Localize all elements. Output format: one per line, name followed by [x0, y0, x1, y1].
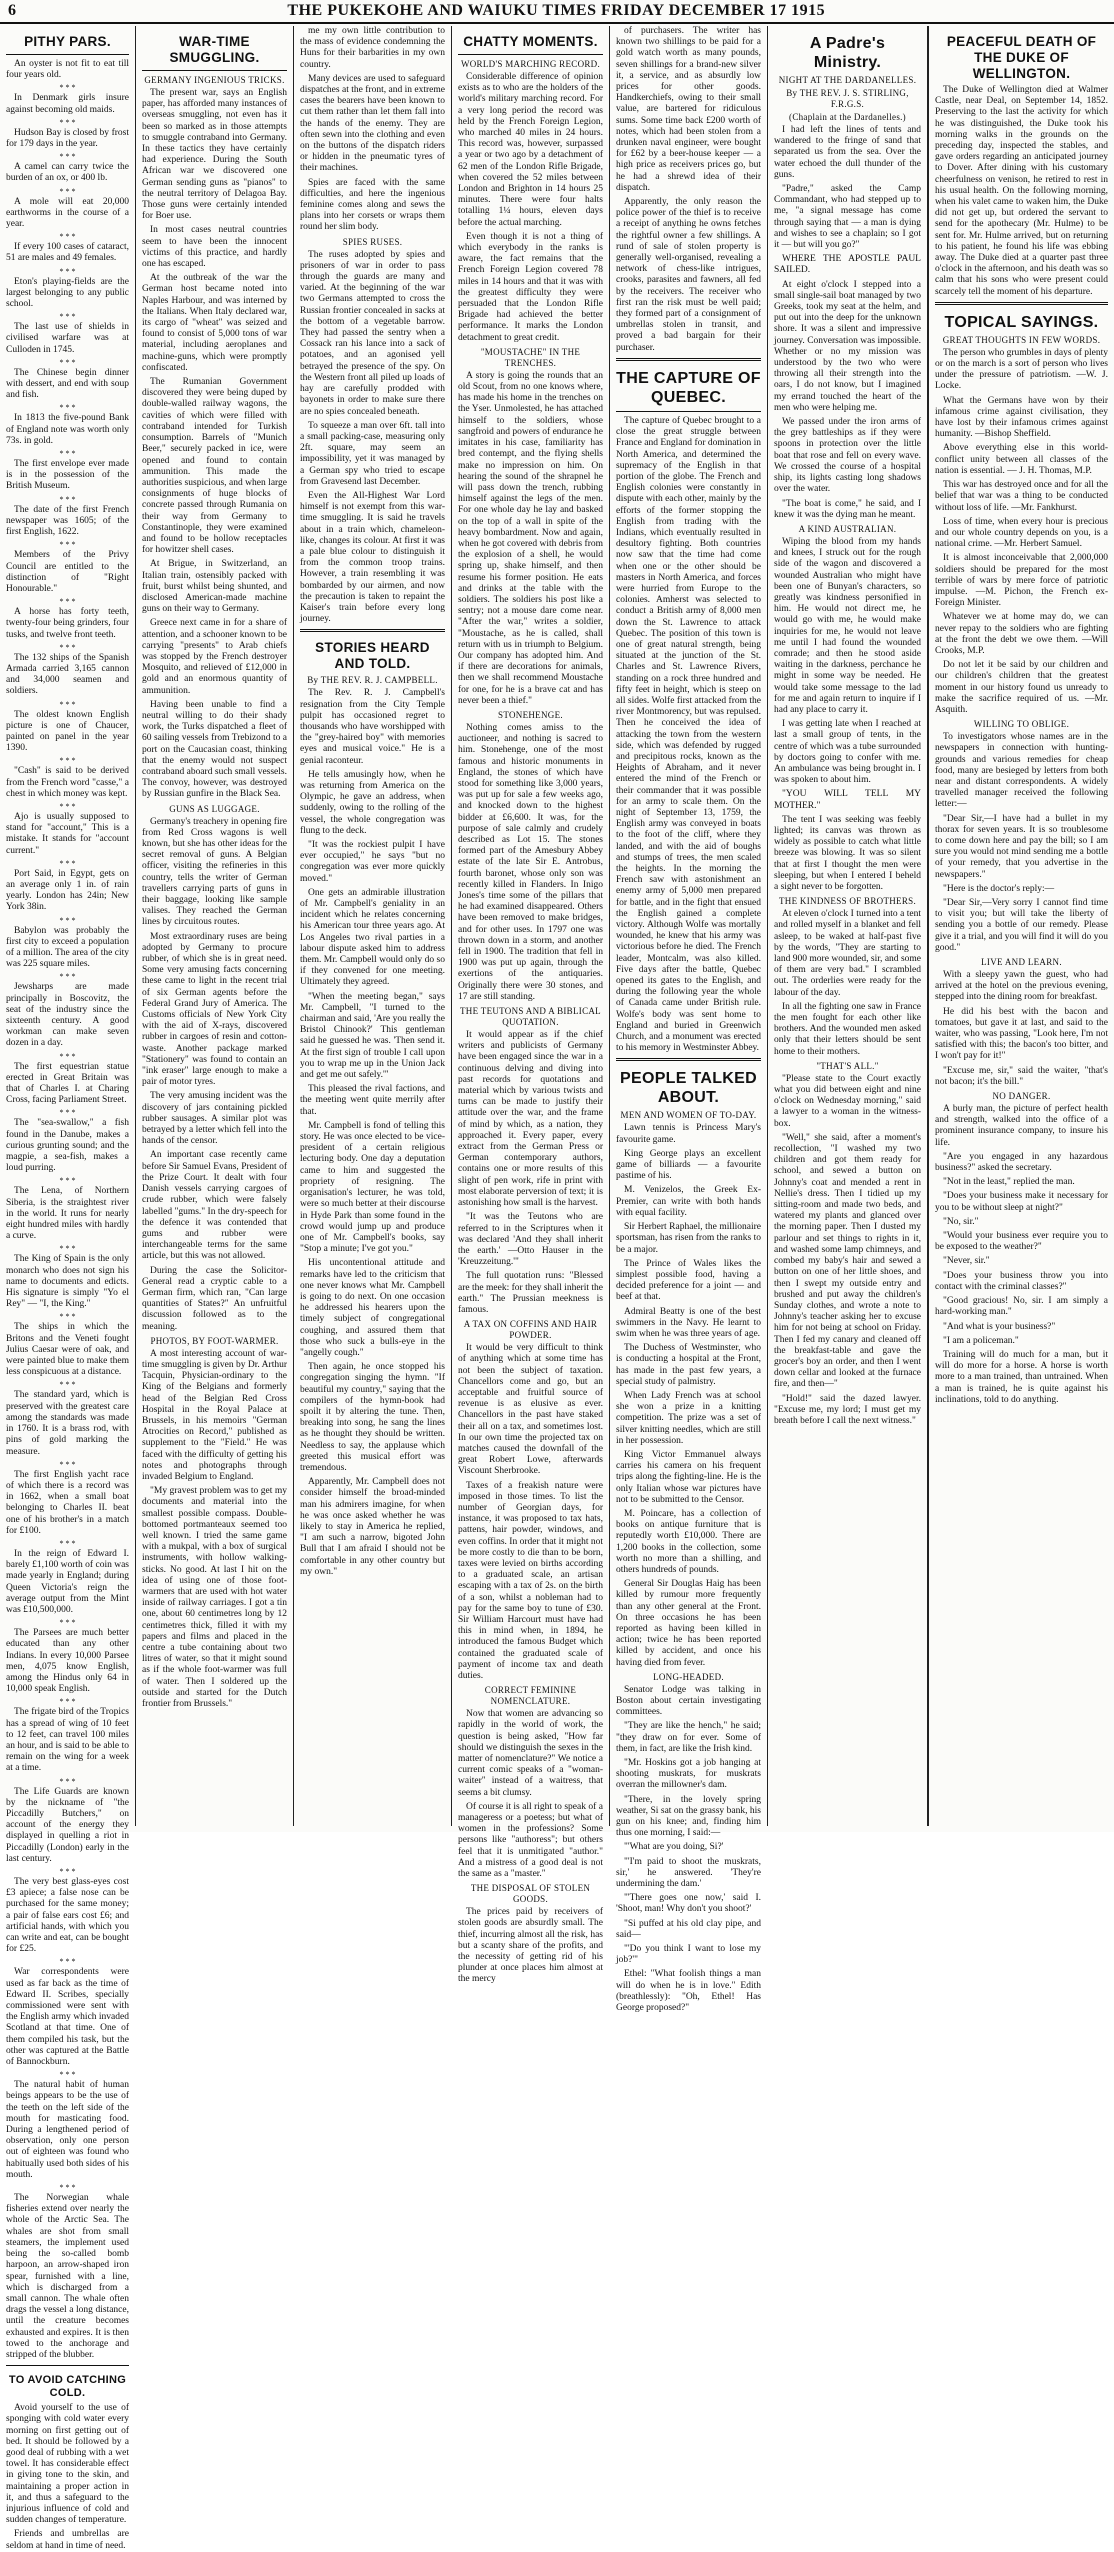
paragraph: Apparently, the only reason the police power of the thief is to receive a receipt of anything he owns fetches the rightful owner a few shillings. A rund of sale of stolen property is generally well-organised, revealing a network of chess-like intrigues, crooks, parasites and fawners, all fed by the receivers. The receiver who first ran the risk must be well paid; they formed part of a consignment of umbrellas stolen in transit, and proved a bad bargain for their purchaser.: [616, 197, 761, 353]
paragraph: Of course it is all right to speak of a manageress or a poetess; but what of women in the professions? Some persons like "authoress"; but others feel that it is unmitigated "author." And a mistress of a good deal is not the same as a "master.": [458, 1801, 603, 1880]
paragraph: "It was the Teutons who are referred to in the Scriptures when it was declared 'And they shall inherit the earth.' —Otto Hauser in the 'Kreuzzeitung.'": [458, 1212, 603, 1268]
separator-stars: * * *: [59, 494, 76, 504]
paragraph: The person who grumbles in days of plenty or on the march is a sort of person who lives under the pressure of patriotism. —W. J. Locke.: [935, 347, 1108, 392]
paragraph: War correspondents were used as far back as the time of Edward II. Scribes, specially commissioned were sent with the English army which invaded Scotland at that time. One of them compiled his task, but the other was captured at the Battle of Bannockburn.: [6, 1967, 129, 2068]
paragraph: "And what is your business?": [943, 1321, 1056, 1332]
subhead-stonehenge: STONEHENGE.: [498, 709, 563, 720]
paragraph: Many devices are used to safeguard dispatches at the front, and in extreme cases the bearers have been known to cut them rather than let them fall into the hands of the enemy. They are often sewn into the clothing and even on the buttons of the dispatch riders or hidden in the pneumatic tyres of their machines.: [300, 73, 445, 174]
separator-stars: * * *: [59, 858, 76, 868]
subhead-spies-ruses: SPIES RUSES.: [342, 236, 403, 247]
coffins-tax-text: [458, 1343, 603, 1682]
paragraph: Ajo is usually supposed to stand for "account," This is a mistake. It stands for "account current.": [6, 811, 129, 856]
headline-avoid-cold: TO AVOID CATCHING COLD.: [8, 2374, 127, 2400]
byline-stirling: By THE REV. J. S. STIRLING, F.R.G.S.: [786, 88, 909, 109]
paragraph: "Dear Sir,—I have had a bullet in my thorax for seven years. It is so troublesome to come down here and pay the bill; so I am sure you would not mind sending me a bottle of your remedy, that you advertise in the newspapers.": [935, 813, 1108, 880]
paragraph: Lawn tennis is Princess Mary's favourite game.: [616, 1123, 761, 1145]
separator-stars: * * *: [59, 801, 76, 811]
column-3: [294, 26, 452, 1826]
subhead-no-danger: NO DANGER.: [992, 1091, 1051, 1102]
separator-stars: * * *: [59, 1312, 76, 1322]
paragraph: The capture of Quebec brought to a close the great struggle between France and England for domination in North America, and determined the supremacy of the English in that portion of the globe. The French and English colonies were constantly in dispute with each other, mainly by the efforts of the former stopping the English from trading with the Indians, which eventually resulted in desultory fighting. Both countries now saw that the time had come when one or the other should be masters in North America, and forces were hurried from Europe to the colonies. Amherst was selected to conduct a British army of 8,000 men down the St. Lawrence to attack Quebec. The position of this town is one of great natural strength, being situated at the junction of the St. Charles and St. Lawrence Rivers, standing on a rock three hundred and fifty feet in height, which is steep on all sides. Wolfe first attacked from the river Montmorency, but was repulsed. Then he conceived the idea of attacking the town from the western side, which was defended by rugged and precipitous rocks, known as the Heights of Abraham, and it never entered the mind of the French or their commander that it was possible for an army to scale them. On the night of September 13, 1759, the English army was conveyed in boats to the foot of the cliff, where they landed, and with the aid of boughs and stumps of trees, the men scaled the heights. In the morning the French saw with astonishment an enemy army of 5,000 men prepared for battle, and in the fight that ensued the English gained a complete victory. Although Wolfe was mortally wounded, he knew that his army was victorious before he died. The French leader, Montcalm, was also killed. Five days after the battle, Quebec opened its gates to the English, and during the following year the whole of Canada came under British rule. Wolfe's body was sent home to England and buried in Greenwich Church, and a monument was erected to his memory in Westminster Abbey.: [616, 415, 761, 1054]
stolen-goods-continued: [616, 26, 761, 354]
paragraph: The Rumanian Government discovered they were being duped by double-walled railway wagons, the cavities of which were filled with contraband intended for Turkish consumption. Barrels of "Munich Beer," securely packed in ice, were opened and found to contain ammunition. This made the authorities suspicious, and when large consignments of huge blocks of concrete passed through Rumania on their way from Germany to Constantinople, they were examined and found to be hollow receptacles for howitzer shell cases.: [142, 377, 287, 556]
separator-stars: * * *: [59, 449, 76, 459]
long-headed-text: [616, 1685, 761, 1967]
paragraph: A horse has forty teeth, twenty-four being grinders, four tusks, and twelve front teeth.: [6, 607, 129, 640]
ethel-joke: Ethel: "What foolish things a man will do when he is in love." Edith (breathlessly): "Oh, Ethel! Has George proposed?": [616, 1969, 761, 2014]
paragraph: Even though it is not a thing of which everybody in the ranks is aware, the fact remains that the French Foreign Legion covered 78 miles in 14 hours and that it was with the greatest difficulty they were persuaded that the London Rifle Brigade had achieved the better performance. It marks the London detachment to great credit.: [458, 231, 603, 343]
paragraph: "The boat is come," he said, and I knew it was the dying man he meant.: [774, 498, 921, 520]
paragraph: "Are you engaged in any hazardous business?" asked the secretary.: [935, 1151, 1108, 1174]
paragraph: Greece next came in for a share of attention, and a schooner known to be carrying "presents" to Arab chiefs was stopped by the French destroyer Mosquito, and relieved of £12,000 in gold and an enormous quantity of ammunition.: [142, 618, 287, 696]
paragraph: I was getting late when I reached at last a small group of tents, in the centre of which was a tube surrounded by doctors going to confer with me. An ambulance was being brought in. I was spoken to about him.: [774, 719, 921, 786]
separator-stars: * * *: [59, 117, 76, 127]
paragraph: "Hold!" said the dazed lawyer. "Excuse me, my lord; I must get my breath before I call the next witness.": [774, 1393, 921, 1426]
brothers-text: [774, 909, 921, 1058]
separator-stars: * * *: [59, 1867, 76, 1876]
headline-stories-heard: STORIES HEARD AND TOLD.: [315, 640, 430, 672]
paragraph: During the case the Solicitor-General read a cryptic cable to a German firm, which ran, "Can large quantities of States?" An unfruitful discussion followed as to the meaning.: [142, 1265, 287, 1332]
paragraph: The 132 ships of the Spanish Armada carried 3,165 cannon and 34,000 seamen and soldiers.: [6, 652, 129, 697]
paragraph: In Denmark girls insure against becoming old maids.: [6, 93, 129, 115]
paragraph: Most extraordinary ruses are being adopted by Germany to procure rubber, of which she is in great need. Some very amusing facts concerning these came to light in the recent trial of six German agents before the Federal Grand Jury of America. The Customs officials of New York City with the aid of X-rays, discovered rubber in cargoes of resin and cotton-waste. Another package marked "Stationery" was found to contain an "ink eraser" large enough to make a pair of motor tyres.: [142, 931, 287, 1088]
paragraph: Sir Herbert Raphael, the millionaire sportsman, has risen from the ranks to be a major.: [616, 1222, 761, 1255]
stolen-goods-text: [458, 1907, 603, 1985]
smuggling-text: [142, 88, 287, 801]
marching-text: [458, 72, 603, 344]
subhead-men-women: MEN AND WOMEN OF TO-DAY.: [620, 1110, 757, 1121]
paragraph: Senator Lodge was talking in Boston about certain investigating committees.: [616, 1684, 761, 1718]
headline-wellington: PEACEFUL DEATH OF THE DUKE OF WELLINGTON.: [946, 34, 1097, 81]
column-1: [0, 26, 136, 2551]
paragraph: The Chinese begin dinner with dessert, and end with soup and fish.: [6, 367, 129, 401]
paragraph: "Never, sir.": [943, 1256, 990, 1267]
paragraph: General Sir Douglas Haig has been killed by rumour more frequently than any other general at the Front. On three occasions he has been reported as having been killed in action; twice he has been reported killed by accident, and once his having died from fever.: [616, 1579, 761, 1668]
headline-topical-sayings: TOPICAL SAYINGS.: [944, 313, 1099, 331]
byline-chaplain: (Chaplain at the Dardanelles.): [789, 112, 906, 122]
subhead-long-headed: LONG-HEADED.: [653, 1671, 724, 1682]
paragraph: M. Poincare, has a collection of books on antique furniture that is reputedly worth £10,000. There are 1,200 books in the collection, some worth no more than a shilling, and others hundreds of pounds.: [616, 1508, 761, 1575]
paragraph: The Life Guards are known by the nickname of "the Piccadilly Butchers," on account of the energy they displayed in quelling a riot in Piccadilly (London) early in the last century.: [6, 1786, 129, 1864]
paragraph: The very amusing incident was the discovery of jars containing pickled rubber sausages. A similar plot was betrayed by a letter which fell into the hands of the censor.: [142, 1091, 287, 1147]
column-6: [768, 26, 928, 1826]
avoid-cold-text: [6, 2403, 129, 2552]
separator-stars: * * *: [59, 972, 76, 982]
paragraph: One gets an admirable illustration of Mr. Campbell's geniality in an incident which he relates concerning his American tour three years ago. At Los Angeles two rival parties in a labour dispute asked him to address them. Mr. Campbell would only do so if they convened for one meeting. Ultimately they agreed.: [300, 887, 445, 988]
paragraph: "Mr. Hoskins got a job hanging at shooting muskrats, for muskrats overran the millowner's dam.: [616, 1758, 761, 1791]
pithy-pars-list: [6, 59, 129, 2361]
paragraph: The Duchess of Westminster, who is conducting a hospital at the Front, has made in the past few years, a special study of palmistry.: [616, 1343, 761, 1387]
paragraph: "They are like the hench," he said; "they draw on for ever. Some of them, in fact, are like the Irish kind.: [616, 1721, 761, 1754]
subhead-willing-oblige: WILLING TO OBLIGE.: [973, 719, 1070, 730]
paragraph: The full quotation runs: "Blessed are the meek: for they shall inherit the earth." The Prussian meekness is famous.: [458, 1271, 603, 1315]
paragraph: Considerable difference of opinion exists as to who are the holders of the world's military marching record. For a very long period the record was held by the French Foreign Legion, who marched 40 miles in 24 hours. This record was, however, surpassed a year or two ago by a detachment of 62 men of the London Rifle Brigade, when covered the 52 miles between London and Brighton in 14 hours 25 minutes. There were four halts totalling 1¼ hours, eleven days before the actual marching.: [458, 72, 603, 228]
paragraph: The present war, says an English paper, has afforded many instances of overseas smuggling, not even has it been so marked as in those attempts to smuggle contraband into Germany. In these tactics they have certainly had experience. During the South African war we discovered one German sending guns as "pianos" to the neutral territory of Delagoa Bay. Those guns were certainly intended for Boer use.: [142, 88, 287, 222]
paragraph: "Padre," asked the Camp Commandant, who had stepped up to me, "a signal message has come through saying that — a man is dying and wishes to see a chaplain; so I got it — but will you go?": [774, 184, 921, 251]
paragraph: "Does your business throw you into contact with the criminal classes?": [935, 1270, 1108, 1292]
paragraph: The oldest known English picture is one of Chaucer, painted on panel in the year 1390.: [6, 709, 129, 754]
subhead-nomenclature: CORRECT FEMININE NOMENCLATURE.: [484, 1685, 577, 1707]
separator-stars: * * *: [59, 1051, 76, 1061]
foot-warmer-text: [142, 1349, 287, 1711]
paragraph: I had left the lines of tents and wandered to the fringe of sand that separated us from the sea. Over the water echoed the dull thunder of the guns.: [774, 125, 921, 180]
paragraph: Then again, he once stopped his congregation singing the hymn. "If beautiful my country," saying that the compilers of the hymn-book had spoilt it by altering the tune. Then, breaking into song, he sang the lines as he thought they should be written. Needless to say, the applause which greeted this musical effort was tremendous.: [300, 1362, 445, 1473]
padre-text: [774, 125, 921, 521]
paragraph: The prices paid by receivers of stolen goods are absurdly small. The thief, incurring almost all the risk, has but a scanty share of the profits, and the necessity of getting rid of his plunder at once places him almost at the mercy: [458, 1907, 603, 1985]
moustache-text: [458, 371, 603, 707]
paragraph: To investigators whose names are in the newspapers in connection with hunting-grounds and various remedies for cheap food, many are besieged by letters from both near and distant correspondents. A widely travelled manager received the following letter:—: [935, 732, 1108, 810]
separator-stars: * * *: [59, 312, 76, 322]
paragraph: A camel can carry twice the burden of an ox, or 400 lb.: [6, 162, 129, 184]
headline-capture-quebec: THE CAPTURE OF QUEBEC.: [616, 369, 761, 406]
subhead-guns-luggage: GUNS AS LUGGAGE.: [169, 803, 260, 814]
paragraph: Even the All-Highest War Lord himself is not exempt from this war-time smuggling. It is said he travels about in a train which, chameleon-like, changes its colour. At first it was a pale blue colour to distinguish it from the common troop trains. However, a train resembling it was bombarded by our airmen, and now the precaution is taken to repaint the Kaiser's train before every long journey.: [300, 490, 445, 625]
subhead-thats-all: "THAT'S ALL.": [816, 1060, 879, 1071]
separator-stars: * * *: [59, 403, 76, 413]
paragraph: Nothing comes amiss to the auctioneer, and nothing is sacred to him. Stonehenge, one of the most famous and historic monuments in England, the stones of which have stood for something like 3,000 years, was put up for sale a few weeks ago, and knocked down to the highest bidder at £6,600. It was, for the purpose of sale calmly and crudely described as Lot 15. The stones formed part of the Amesbury Abbey estate of the late Sir E. Antrobus, fourth baronet, whose only son was recently killed in Flanders. In Inigo Jones's time some of the pillars that he had examined disappeared. Others have been removed to make bridges, and for other uses. In 1797 one was thrown down in a storm, and another fell in 1900. The tradition that fell in 1900 was put up again, through the exertions of the antiquaries. Originally there were 30 stones, and 17 are still standing.: [458, 722, 603, 1002]
paragraph: King Victor Emmanuel always carries his camera on his frequent trips along the fighting-line. He is the only Italian whose war pictures have not to be submitted to the Censor.: [616, 1449, 761, 1505]
paragraph: M. Venizelos, the Greek Ex-Premier, can write with both hands with equal facility.: [616, 1185, 761, 1218]
quebec-text: [616, 416, 761, 1055]
paragraph: The natural habit of human beings appears to be the use of the teeth on the left side of the mouth for masticating food. During a lengthened period of observation, only one person out of eighteen was found who habitually used both sides of his mouth.: [6, 2080, 129, 2180]
paragraph: At eight o'clock I stepped into a small single-sail boat managed by two Greeks, took my seat at the helm, and put out into the deep for the unknown shore. It was a silent and impressive journey. Conversation was impossible. Whether or no my mission was understood by the two who were throwing all their strength into the oars, I do not know, but I imagined my errand touched the heart of the men who were helping me.: [774, 279, 921, 413]
people-text: [616, 1123, 761, 1668]
headline-people-talked: PEOPLE TALKED ABOUT.: [620, 1070, 757, 1107]
paragraph: Taxes of a freakish nature were imposed in those times. To list the number of Georgian days, for instance, it was proposed to tax hats, pattens, hair powder, windows, and even coffins. In order that it might not be more costly to die than to be born, taxes were levied on births according to a graduated scale, an artisan escaping with a tax of 2s. on the birth of a son, whilst a nobleman had to pay for the same boy to tune of £30. Sir William Harcourt must have had this in mind when, in 1894, he introduced the famous Budget which contained the graduated scale of payment of income tax and death duties.: [458, 1480, 603, 1682]
australian-text: [774, 537, 921, 893]
stonehenge-text: [458, 723, 603, 1003]
paragraph: "Si puffed at his old clay pipe, and said—: [616, 1918, 761, 1940]
column-5: [610, 26, 768, 2014]
live-learn-text: [935, 970, 1108, 1088]
separator-stars: * * *: [59, 1618, 76, 1628]
paragraph: "Would your business ever require you to be exposed to the weather?": [935, 1231, 1108, 1253]
paragraph: The King of Spain is the only monarch who does not sign his name to documents and edicts. His signature is simply "Yo el Rey" — "I, the King.": [6, 1254, 129, 1310]
paragraph: Avoid yourself to the use of sponging with cold water every morning on first getting out of bed. It should be followed by a good deal of rubbing with a wet towel. It has considerable effect in giving tone to the skin, and maintaining a proper action in it, and thus a safeguard to the injurious influence of cold and sudden changes of temperature.: [6, 2403, 129, 2526]
separator-stars: * * *: [59, 357, 76, 367]
subhead-live-learn: LIVE AND LEARN.: [981, 957, 1062, 968]
separator-stars: * * *: [59, 699, 76, 709]
paragraph: The ships in which the Britons and the Veneti fought Julius Caesar were of oak, and were painted blue to make them less conspicuous at a distance.: [6, 1322, 129, 1378]
paragraph: His uncontentional attitude and remarks have led to the criticism that one never knows what Mr. Campbell is going to do next. On one occasion he addressed his hearers upon the timely subject of congregational coughing, and assured them that those who suck a bulls-eye in the "angelly cough.": [300, 1258, 445, 1358]
paragraph: The "sea-swallow," a fish found in the Danube, makes a curious grunting sound; and the magpie, a sea-fish, makes a loud purring.: [6, 1118, 129, 1174]
paragraph: Members of the Privy Council are entitled to the distinction of "Right Honourable.": [6, 550, 129, 594]
paragraph: "Dear Sir,—Very sorry I cannot find time to visit you; but will take the liberty of sending you a bottle of our remedy. Please give it a trial, and you will find it will do you good.": [935, 898, 1108, 953]
separator-stars: * * *: [59, 1459, 76, 1469]
paragraph: The Duke of Wellington died at Walmer Castle, near Deal, on September 14, 1852. Preserving to the last the activity for which he was distinguished, the Duke took his morning walks in the grounds on the preceding day, inspected the stables, and gave orders regarding an anticipated journey to Dover. After dining with his customary cheerfulness on venison, he retired to rest in his usual health. On the following morning, when his valet came to waken him, the Duke did not get up, but ordered the servant to send for the apothecary (Mr. Hulme) to be sent for. Mr. Hulme arrived, but on returning to his patient, he found his life was ebbing away. The Duke died at a quarter past three o'clock in the afternoon, and his death was so calm that his sons who were present could scarcely tell the moment of his departure.: [935, 85, 1108, 297]
paragraph: Spies are faced with the same difficulties, and here the ingenious feminine comes along and sews the plans into her corsets or wraps them round her slim body.: [300, 177, 445, 233]
paragraph: Eton's playing-fields are the largest belonging to any public school.: [6, 276, 129, 310]
subhead-kind-australian: A KIND AUSTRALIAN.: [798, 523, 897, 534]
separator-stars: * * *: [59, 1776, 76, 1786]
paragraph: The tent I was seeking was feebly lighted; its canvas was thrown as widely as possible to catch what little breeze was blowing. It was so silent that at first I thought the men were sleeping, but when I entered I beheld a sight never to be forgotten.: [774, 814, 921, 892]
paragraph: Above everything else in this world-conflict unity between all classes of the nation is essential. — J. H. Thomas, M.P.: [935, 443, 1108, 476]
paragraph: "YOU WILL TELL MY MOTHER.": [774, 789, 921, 811]
paragraph: In 1813 the five-pound Bank of England note was worth only 73s. in gold.: [6, 413, 129, 446]
paragraph: When Lady French was at school she won a prize in a knitting competition. The prize was a set of silver knitting needles, which are still in her possession.: [616, 1390, 761, 1446]
paragraph: Training will do much for a man, but it will do more for a horse. A horse is worth more to a man trained, than untrained. When a man is trained, he is quite against his inclinations, told to do anything.: [935, 1349, 1108, 1405]
paragraph: Loss of time, when every hour is precious and our whole country depends on you, is a national crime. —Mr. Herbert Samuel.: [935, 516, 1108, 550]
paragraph: It is almost inconceivable that 2,000,000 soldiers should be prepared for the most terrible of wars by mere force of patriotic impulse. —M. Pichon, the French ex-Foreign Minister.: [935, 553, 1108, 609]
headline-pithy-pars: PITHY PARS.: [24, 34, 111, 49]
paragraph: "Please state to the Court exactly what you did between eight and nine o'clock on Wednesday morning," said a lawyer to a woman in the witness-box.: [774, 1073, 921, 1129]
separator-stars: * * *: [59, 642, 76, 652]
paragraph: "Good gracious! No, sir. I am simply a hard-working man.": [935, 1296, 1108, 1318]
paragraph: Do not let it be said by our children and our children's children that the greatest moment in our history found us unready to make the sacrifice required of us. —Mr. Asquith.: [935, 660, 1108, 715]
paragraph: At the outbreak of the war the German host became noted into Naples Harbour, and was interned by the Italians. When Italy declared war, its cargo of "wheat" was seized and found to consist of 5,000 tons of war material, including aeroplanes and machine-guns, which were promptly confiscated.: [142, 273, 287, 373]
separator-stars: * * *: [59, 1697, 76, 1707]
subhead-stolen-goods: THE DISPOSAL OF STOLEN GOODS.: [470, 1883, 591, 1905]
paragraph: King George plays an excellent game of billiards — a favourite pastime of his.: [616, 1148, 761, 1182]
paragraph: With a sleepy yawn the guest, who had arrived at the hotel on the previous evening, stepped into the dining room for breakfast.: [935, 970, 1108, 1003]
paragraph: The last use of shields in civilised warfare was at Culloden in 1745.: [6, 322, 129, 355]
paragraph: The Prince of Wales likes the simplest possible food, having a decided preference for a joint — and beef at that.: [616, 1258, 761, 1303]
separator-stars: * * *: [59, 1108, 76, 1118]
thats-all-text: [774, 1074, 921, 1427]
continued-text: [300, 26, 445, 234]
separator-stars: * * *: [59, 232, 76, 242]
paragraph: What the Germans have won by their infamous crime against civilisation, they have lost by their infamous crimes against humanity. —Bishop Sheffield.: [935, 395, 1108, 440]
separator-stars: * * *: [59, 597, 76, 607]
separator-stars: * * *: [59, 756, 76, 766]
paragraph: Babylon was probably the first city to exceed a population of a million. The area of the city was 225 square miles.: [6, 925, 129, 970]
paragraph: Germany's treachery in opening fire from Red Cross wagons is well known, but she has other ideas for the secret removal of guns. A Belgian officer, visiting the refineries in this country, tells the writer of German travellers carrying parts of guns in their baggage, looking like sample valises. They reached the German lines by circuitous routes.: [142, 816, 287, 928]
subhead-kindness-brothers: THE KINDNESS OF BROTHERS.: [778, 896, 916, 907]
headline-padres-ministry: A Padre's Ministry.: [809, 35, 886, 71]
paragraph: A story is going the rounds that an old Scout, from no one knows where, has made his home in the trenches on the Yser. Unmolested, he has attached himself to the soldiers, whose sangfroid and powers of endurance he imitates in his case, familiarity has bred contempt, and the flying shells make no impression on him. On hearing the sound of the shrapnel he will pass down the trench, rubbing himself against the legs of the men. For one whole day he lay and basked on the top of a wall in spite of the heavy bombardment. Now and again, when he got covered with debris from the explosion of a shell, he would spring up, shake himself, and then resume his former position. He eats and drinks at the table with the soldiers. The soldiers his post like a sentry; not a mouse dare come near. "After the war," writes a soldier, "Moustache, as he is called, shall return with us in triumph to Belgium. Our company has adopted him. And if there are decorations for animals, then we shall recommend Moustache for one, for he is a brave cat and has never been a thief.": [458, 370, 603, 706]
separator-stars: * * *: [59, 1538, 76, 1548]
paragraph: The first English yacht race of which there is a record was in 1662, when a small boat belonging to Charles II. beat one of his brother's in a match for £100.: [6, 1469, 129, 1536]
guns-luggage-text: [142, 817, 287, 1333]
paragraph: The date of the first French newspaper was 1605; of the first English, 1622.: [6, 504, 129, 538]
paragraph: Friends and umbrellas are seldom at hand in time of need.: [6, 2529, 129, 2551]
paragraph: This pleased the rival factions, and the meeting went quite merrily after that.: [300, 1084, 445, 1117]
paragraph: Admiral Beatty is one of the best swimmers in the Navy. He learnt to swim when he was three years of age.: [616, 1306, 761, 1339]
paragraph: Apparently, Mr. Campbell does not consider himself the broad-minded man his admirers imagine, for when he was once asked whether he was likely to stay in America he replied, "I am such a narrow, bigoted John Bull that I am afraid I should not be comfortable in any other country but my own.": [300, 1477, 445, 1577]
paragraph: Hudson Bay is closed by frost for 179 days in the year.: [6, 127, 129, 150]
paragraph: A most interesting account of war-time smuggling is given by Dr. Arthur Tacquin, Physician-ordinary to the King of the Belgians and formerly head of the Belgian Red Cross Hospital in the Royal Palace at Brussels, in his memoirs "German Atrocities on Record," published as supplement to the "Field." He was faced with the difficulty of getting his notes and photographs through invaded Belgium to England.: [142, 1348, 287, 1482]
paragraph: The Norwegian whale fisheries extend over nearly the whole of the Arctic Sea. The whales are shot from small steamers, the implement used being the so-called bomb harpoon, an arrow-shaped iron spear, furnished with a line, which is discharged from a small cannon. The whale often drags the vessel a long distance, until the creature becomes exhausted and expires. It is then towed to the anchorage and stripped of the blubber.: [6, 2193, 129, 2360]
paragraph: He did his best with the bacon and tomatoes, but gave it at last, and said to the waiter, who was passing, "Look here, I'm not satisfied with this; the bacon's too bitter, and I won't pay for it!": [935, 1006, 1108, 1062]
page-number: 6: [8, 2, 17, 19]
paragraph: "'What are you doing, Si?': [624, 1842, 724, 1853]
paragraph: At eleven o'clock I turned into a tent and rolled myself in a blanket and fell asleep, to be waked at half-past five by the words, "They are starting to land 900 more wounded, sir, and some of them are very bad." I scrambled out. The orderlies were ready for the labour of the day.: [774, 909, 921, 998]
columns: [0, 26, 928, 2551]
newspaper-title: THE PUKEKOHE AND WAIUKU TIMES FRIDAY DECEMBER 17 1915: [287, 2, 826, 19]
paragraph: me my own little contribution to the mass of evidence condemning the Huns for their barbarities in my own country.: [300, 26, 445, 70]
separator-stars: * * *: [59, 1244, 76, 1254]
paragraph: "Excuse me, sir," said the waiter, "that's not bacon; it's the bill.": [935, 1065, 1108, 1087]
separator-stars: * * *: [59, 915, 76, 925]
paragraph: Mr. Campbell is fond of telling this story. He was once elected to be vice-president of a certain religious lecturing body. One day a deputation came to him and suggested the propriety of resigning. The organisation's lecturer, he was told, were so much better at their discourse in Hyde Park than some found in the crowd would jump up and produce one of Mr. Campbell's books, say "Stop a minute; I've got you.": [300, 1120, 445, 1255]
wellington-text: [935, 85, 1108, 298]
stories-text: [300, 688, 445, 1578]
paragraph: "It was the rockiest pulpit I have ever occupied," he says "but no congregation was ever more quickly moved.": [300, 840, 445, 884]
separator-stars: * * *: [59, 2070, 76, 2080]
headline-war-smuggling: WAR-TIME SMUGGLING.: [169, 34, 260, 65]
separator-stars: * * *: [59, 83, 76, 93]
paragraph: At Brigue, in Switzerland, an Italian train, ostensibly packed with fruit, burst whilst being shunted, and disclosed American-made machine guns on their way to Germany.: [142, 559, 287, 615]
paragraph: Now that women are advancing so rapidly in the world of work, the question is being asked, "How far should we distinguish the sexes in the matter of nomenclature?" We notice a current comic speaks of a "woman-waiter" instead of a waitress, that seems a bit clumsy.: [458, 1709, 603, 1798]
paragraph: "'There goes one now,' said I. 'Shoot, man! Why don't you shoot?': [616, 1893, 761, 1915]
paragraph: "Here is the doctor's reply:—: [943, 883, 1055, 894]
spies-ruses-text: [300, 250, 445, 626]
subhead-marching-record: WORLD'S MARCHING RECORD.: [460, 59, 601, 69]
nomenclature-text: [458, 1709, 603, 1880]
paragraph: WHERE THE APOSTLE PAUL SAILED.: [774, 254, 921, 276]
paragraph: He tells amusingly how, when he was returning from America on the Olympic, he gave an address, when suddenly, owing to the rolling of the vessel, the whole congregation was flung to the deck.: [300, 769, 445, 836]
separator-stars: * * *: [59, 266, 76, 276]
column-2: [136, 26, 294, 1826]
paragraph: To squeeze a man over 6ft. tall into a small packing-case, measuring only 2ft. square, may seem an impossibility, yet it was managed by a German spy who tried to escape from Gravesend last December.: [300, 420, 445, 487]
paragraph: "There, in the lovely spring weather, Si sat on the grassy bank, his gun on his knee; and, finding him thus one morning, I said:—: [616, 1794, 761, 1839]
subhead-germany-tricks: GERMANY INGENIOUS TRICKS.: [144, 75, 285, 85]
sayings-text: [935, 348, 1108, 716]
paragraph: In most cases neutral countries seem to have been the innocent victims of this practice, and hardly one has escaped.: [142, 225, 287, 270]
byline-campbell: By THE REV. R. J. CAMPBELL.: [307, 675, 438, 686]
paragraph: The very best glass-eyes cost £3 apiece; a false nose can be purchased for the same money; a pair of false ears cost £6; and artificial hands, with which you can write and eat, can be bought for £25.: [6, 1877, 129, 1955]
subhead-dardanelles: NIGHT AT THE DARDANELLES.: [778, 75, 917, 85]
paragraph: "'I'm paid to shoot the muskrats, sir,' he answered. 'They're undermining the dam.': [616, 1856, 761, 1890]
paragraph: Wiping the blood from my hands and knees, I struck out for the rough side of the wagon and discovered a wounded Australian who might have been one of Bunyan's characters, so greatly was kindness personified in him. He would not direct me, he would go with me, he would make inquiries for me, he would not leave me until I had found the wounded comrade; and then he stood aside waiting in the darkness, perchance he might in some way be needed. He would take some message to the lad for me and again return to inquire if I had any place to carry it.: [774, 536, 921, 715]
paragraph: "Not in the least," replied the man.: [943, 1177, 1075, 1188]
paragraph: "Does your business make it necessary for you to be without sleep at night?": [935, 1191, 1108, 1213]
paragraph: In all the fighting one saw in France the men fought for each other like brothers. And the wounded men asked only that their letters should be sent home to their mothers.: [774, 1001, 921, 1057]
paragraph: "My gravest problem was to get my documents and material into the smallest possible compass. Double-bottomed portmanteaux seemed too well known. I tried the same game with a mukpal, with a box of surgical instruments, with hollow walking-sticks. No good. At last I hit on the idea of using one of those foot-warmers that are used with hot water inside of railway carriages. I got a tin one, about 60 centimetres long by 12 centimetres thick, filled it with my papers and films and placed in the centre a tube containing about two litres of water, so that it might sound as if the whole foot-warmer was full of water. Then I soldered up the outside and started for the Dutch frontier from Brussels.": [142, 1486, 287, 1710]
paragraph: Having been unable to find a neutral willing to do their shady work, the Turks dispatched a fleet of 60 sailing vessels from Trebizond to a port on the Caucasian coast, thinking that the enemy would not suspect contraband aboard such small vessels. The convoy, however, was destroyed by Russian gunfire in the Black Sea.: [142, 699, 287, 800]
paragraph: The ruses adopted by spies and prisoners of war in order to pass through the guards are many and varied. At the beginning of the war two Germans attempted to cross the Russian frontier concealed in sacks at the bottom of a vegetable barrow. They had passed the sentry when a Cossack ran his lance into a sack of potatoes, and an agonised yell betrayed the presence of the spy. On the Western front all piled up loads of hay are carefully prodded with bayonets in order to make sure there are no spies concealed beneath.: [300, 249, 445, 417]
paragraph: In the reign of Edward I. barely £1,100 worth of coin was made yearly in England; during Queen Victoria's reign the average output from the Mint was £10,500,000.: [6, 1548, 129, 1615]
paragraph: Port Said, in Egypt, gets on an average only 1 in. of rain yearly. London has 24in; New York 38in.: [6, 868, 129, 913]
separator-stars: * * *: [59, 1380, 76, 1390]
paragraph: The Lena, of Northern Siberia, is the straightest river in the world. It runs for nearly eight hundred miles with hardly a curve.: [6, 1186, 129, 1242]
paragraph: It would appear as if the chief writers and publicists of Germany have been engaged since the war in a continuous delving and diving into past records for quotations and material which by various twists and turns can be made to justify their attitude over the war, and the frame of mind by which, as a nation, they approached it. Every paper, every extract from the German Press or German contemporary authors, contains one or more results of this slight of pen work, rife in print with most elaborate perversion of text; it is astonishing how small is the harvest.: [458, 1030, 603, 1209]
paragraph: "'Do you think I want to lose my job?'": [616, 1944, 761, 1966]
paragraph: An important case recently came before Sir Samuel Evans, President of the Prize Court. It dealt with four Danish vessels carrying cargoes of crude rubber, which were falsely labelled "gums." In the dry-speech for the defence it was contended that gums and rubber were interchangeable terms for the same article, but this was not allowed.: [142, 1150, 287, 1262]
paragraph: It would be very difficult to think of anything which at some time has not been the subject of taxation. Chancellors come and go, but an acceptable and fruitful source of revenue is as elusive as ever. Chancellors in the past have staked their all on a tax, and sometimes lost. In our own time the projected tax on matches caused the downfall of the great Robert Lowe, afterwards Viscount Sherbrooke.: [458, 1343, 603, 1477]
paragraph: The standard yard, which is preserved with the greatest care among the standards was made in 1760. It is a brass rod, with pins of gold marking the measure.: [6, 1390, 129, 1457]
paragraph: The Rev. R. J. Campbell's resignation from the City Temple pulpit has occasioned regret to thousands who have worshipped with the "grey-haired boy" with memories eyes and musical voice." He is a genial raconteur.: [300, 688, 445, 766]
subhead-moustache: "MOUSTACHE" IN THE TRENCHES.: [480, 346, 581, 368]
paragraph: of purchasers. The writer has known two shillings to be paid for a gold watch worth as many pounds, seven shillings for a brand-new silver it, a service, and as absurdly low prices for other goods. Handkerchiefs, owing to their small value, are bartered for ridiculous sums. Some time back £200 worth of notes, which had been stolen from a drunken naval engineer, were bought for £62 by a beer-house keeper — a high price as receivers prices go, but he had a shrewd idea of their dispatch.: [616, 26, 761, 193]
masthead: [0, 0, 1114, 24]
paragraph: We passed under the iron arms of the grey battleships as if they were spoons in protection over the little boat that rose and fell on every wave. We crossed the course of a hospital ship, its lights casting long shadows over the water.: [774, 417, 921, 495]
oblige-text: [935, 732, 1108, 954]
separator-stars: * * *: [59, 186, 76, 196]
subhead-foot-warmer: PHOTOS, BY FOOT-WARMER.: [150, 1335, 279, 1346]
paragraph: "When the meeting began," says Mr. Campbell, "I turned to the chairman and said, 'Are you really the Bristol Chinook?' This gentleman said he guessed he was. 'Then send it. At the first sign of trouble I call upon you to wrap me up in the Union Jack and get me out safely.'": [300, 991, 445, 1081]
headline-chatty-moments: CHATTY MOMENTS.: [463, 34, 598, 49]
paragraph: Jewsharps are made principally in Boscovitz, the seat of the industry since the sixteenth century. A good workman can make seven dozen in a day.: [6, 982, 129, 1049]
paragraph: "No, sir.": [943, 1216, 979, 1227]
column-7: [928, 26, 1114, 1826]
paragraph: The frigate bird of the Tropics has a spread of wing of 10 feet to 12 feet, can travel 100 miles an hour, and is said to be able to remain on the wing for a week at a time.: [6, 1707, 129, 1774]
no-danger-text: [935, 1104, 1108, 1406]
paragraph: The first envelope ever made is in the possession of the British Museum.: [6, 459, 129, 492]
paragraph: A mole will eat 20,000 earthworms in the course of a year.: [6, 196, 129, 230]
separator-stars: * * *: [59, 540, 76, 550]
paragraph: An oyster is not fit to eat till four years old.: [6, 59, 129, 81]
separator-stars: * * *: [59, 152, 76, 162]
subhead-great-thoughts: GREAT THOUGHTS IN FEW WORDS.: [942, 334, 1101, 345]
paragraph: The Parsees are much better educated than any other Indians. In every 10,000 Parsee men, 4,075 know English, among the Hindus only 64 in 10,000 speak English.: [6, 1628, 129, 1695]
subhead-teutons: THE TEUTONS AND A BIBLICAL QUOTATION.: [460, 1006, 601, 1028]
subhead-coffins-tax: A TAX ON COFFINS AND HAIR POWDER.: [463, 1319, 598, 1341]
paragraph: "Cash" is said to be derived from the French word "casse," a chest in which money was kept.: [6, 766, 129, 799]
paragraph: "I am a policeman.": [943, 1335, 1019, 1346]
paragraph: Whatever we at home may do, we can never repay to the soldiers who are fighting at the front the debt we owe them. —Will Crooks, M.P.: [935, 612, 1108, 656]
paragraph: This war has destroyed once and for all the belief that war was a thing to be conducted without loss of life. —Mr. Fankhurst.: [935, 480, 1108, 513]
teutons-text: [458, 1030, 603, 1316]
paragraph: The first equestrian statue erected in Great Britain was that of Charles I. at Charing Cross, facing Parliament Street.: [6, 1061, 129, 1106]
separator-stars: * * *: [59, 2183, 76, 2193]
column-4: [452, 26, 610, 1985]
paragraph: A burly man, the picture of perfect health and strength, walked into the office of a prominent insurance company, to insure his life.: [935, 1104, 1108, 1148]
separator-stars: * * *: [59, 1176, 76, 1186]
paragraph: "Well," she said, after a moment's recollection, "I washed my two children and got them ready for school, and sewed a button on Johnny's coat and mended a rent in Nellie's dress. Then I tidied up my sitting-room and made two beds, and watered my plants and glanced over the morning paper. Then I dusted my parlour and set things to rights in it, and washed some lamp chimneys, and combed my baby's hair and sewed a button on one of her little shoes, and then I swept my outside entry and brushed and put away the children's Sunday clothes, and wrote a note to Johnny's teacher asking her to excuse him for not being at school on Friday. Then I fed my canary and cleaned off the breakfast-table and gave the grocer's boy an order, and then I went down cellar and looked at the furnace fire, and then—": [774, 1132, 921, 1390]
paragraph: If every 100 cases of cataract, 51 are males and 49 females.: [6, 242, 129, 264]
separator-stars: * * *: [59, 1957, 76, 1967]
